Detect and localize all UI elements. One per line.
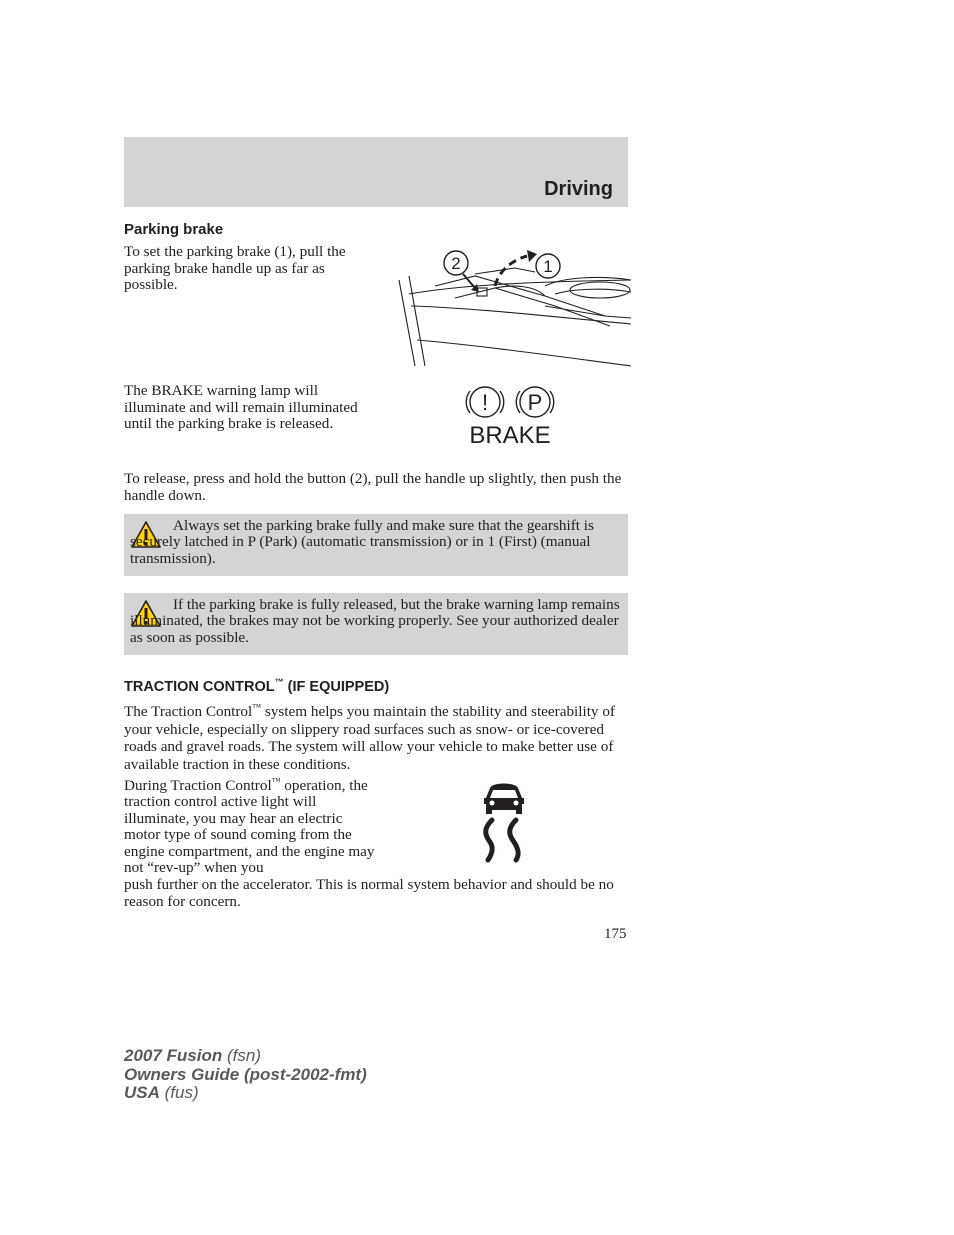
warning-box-1 [124, 514, 628, 576]
parking-brake-release-text: To release, press and hold the button (2), pull the handle up slightly, then push the handle down. [124, 470, 622, 505]
parking-brake-set-text: To set the parking brake (1), pull the parking brake handle up as far as possible. [124, 243, 346, 294]
traction-p1-tm: ™ [252, 701, 262, 712]
page-number: 175 [604, 926, 627, 942]
brake-warning-lamp-symbol [462, 385, 558, 447]
footer-model-code: (fsn) [222, 1046, 261, 1065]
traction-operation-text [124, 775, 376, 877]
traction-heading-main: TRACTION CONTROL [124, 679, 275, 695]
traction-heading-suffix: (IF EQUIPPED) [283, 679, 390, 695]
traction-p2-b: operation, the traction control active light will illuminate, you may hear an electric motor type of sound coming from the engine compartment, and the engine may not “rev-up” when you [124, 777, 375, 877]
traction-heading-tm: ™ [274, 677, 284, 688]
traction-operation-text-cont: push further on the accelerator. This is normal system behavior and should be no reason for concern. [124, 876, 614, 910]
lamp-brake-label: BRAKE [469, 422, 551, 447]
traction-p1-b: system helps you maintain the stability and steerability of your vehicle, especially on slippery road surfaces such as snow- or ice-covered roads and gravel roads. The system will allow your vehicle to make better use of available traction in these conditions. [124, 703, 615, 773]
warning-text-2: If the parking brake is fully released, but the brake warning lamp remains illuminated, the brakes may not be working properly. See your authorized dealer as soon as possible. [130, 596, 620, 646]
callout-1-label: 1 [543, 257, 553, 276]
traction-control-heading [124, 679, 389, 695]
traction-control-icon [480, 780, 528, 864]
callout-2-label: 2 [451, 254, 461, 273]
footer-model: 2007 Fusion [124, 1046, 223, 1065]
section-header-bar [124, 137, 628, 207]
traction-intro-text [124, 703, 628, 773]
parking-brake-illustration [395, 246, 631, 370]
warning-text-1: Always set the parking brake fully and make sure that the gearshift is securely latched in P (Park) (automatic transmission) or in 1 (First) (manual transmission). [130, 517, 594, 567]
brake-lamp-text: The BRAKE warning lamp will illuminate and will remain illuminated until the parking brake is released. [124, 382, 358, 433]
parking-brake-heading: Parking brake [124, 221, 224, 238]
traction-p2-tm: ™ [271, 775, 281, 786]
document-footer [124, 1047, 367, 1103]
lamp-exclamation-icon: ! [481, 390, 489, 415]
traction-p1-a: The Traction Control [124, 703, 253, 720]
traction-p2-a: During Traction Control [124, 777, 272, 794]
warning-box-2 [124, 593, 628, 655]
lamp-park-icon: P [527, 390, 543, 415]
footer-market: USA [124, 1083, 160, 1102]
footer-guide: Owners Guide (post-2002-fmt) [124, 1064, 367, 1084]
footer-market-code: (fus) [159, 1083, 199, 1102]
section-title: Driving [544, 178, 613, 200]
